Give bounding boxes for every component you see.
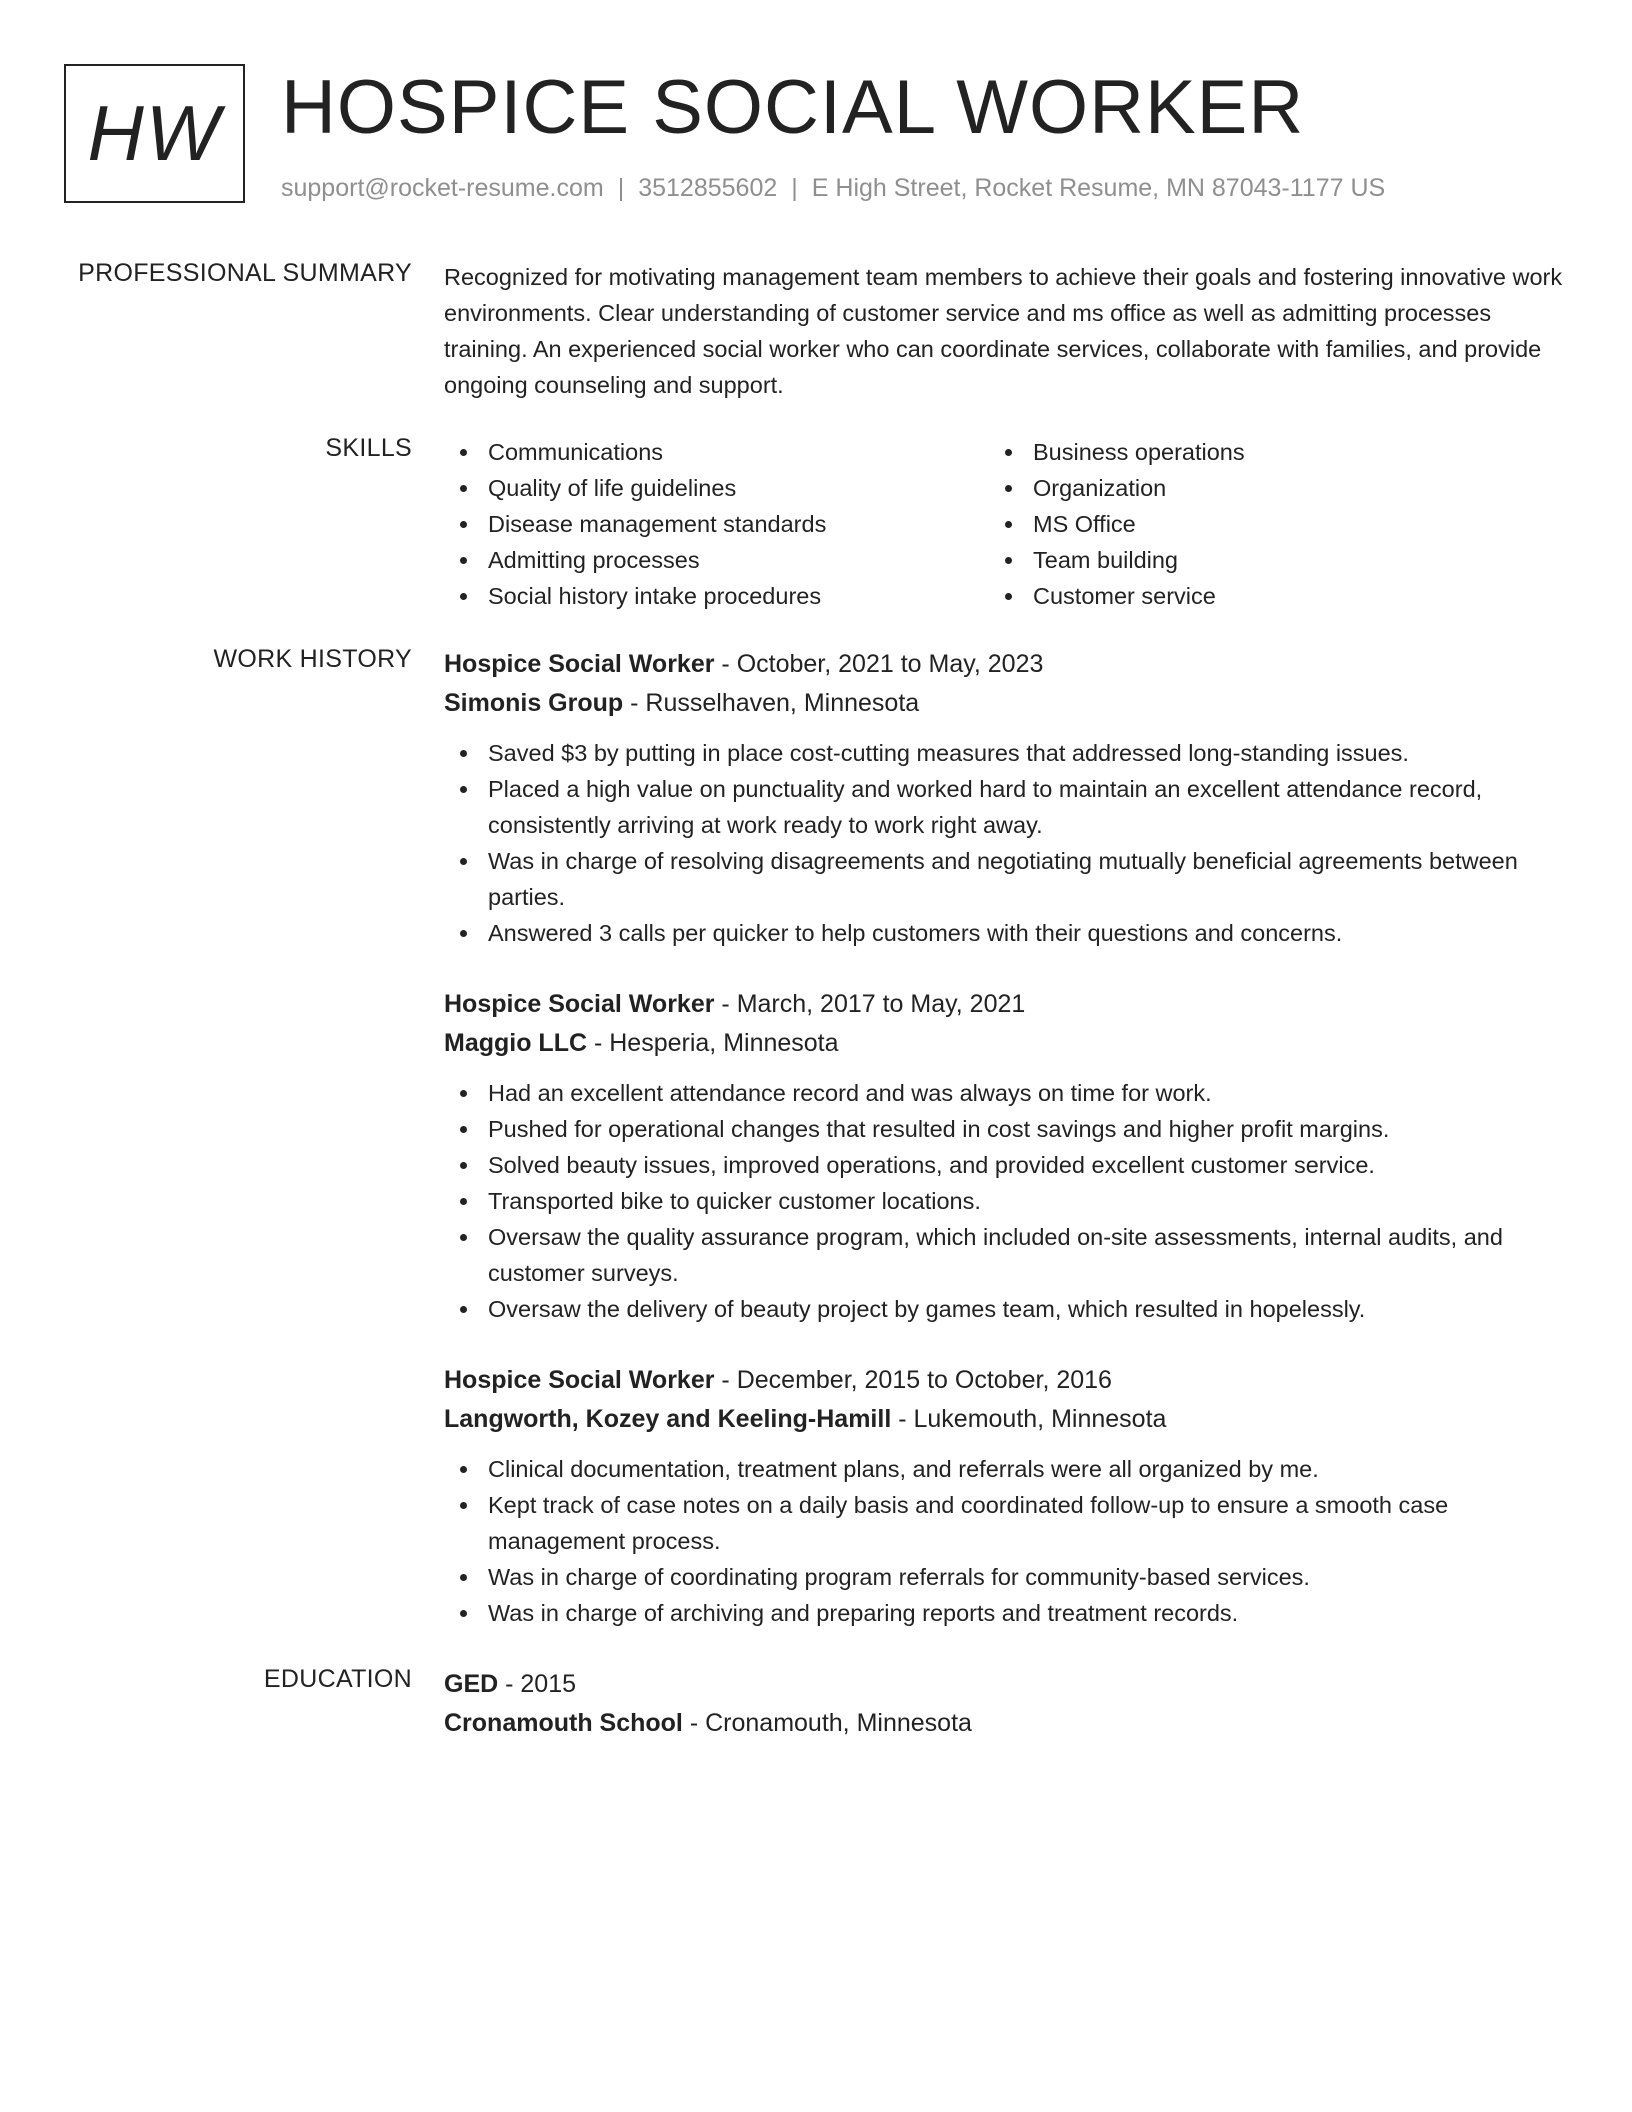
- job-bullet: Answered 3 calls per quicker to help customers with their questions and concerns.: [444, 915, 1568, 951]
- summary-body: [444, 259, 1568, 403]
- job-bullets: [444, 1451, 1568, 1631]
- job-dates: - December, 2015 to October, 2016: [714, 1366, 1112, 1394]
- job-bullet: Transported bike to quicker customer locations.: [444, 1183, 1568, 1219]
- skill-item: MS Office: [989, 506, 1534, 542]
- job-company: Maggio LLC: [444, 1029, 588, 1057]
- skills-column-left: [444, 434, 989, 614]
- work-history-label: WORK HISTORY: [213, 645, 412, 673]
- education-label: EDUCATION: [263, 1665, 412, 1693]
- contact-line: [281, 174, 1385, 203]
- education-body: [444, 1665, 1568, 1755]
- job-dates: - October, 2021 to May, 2023: [714, 650, 1044, 678]
- job-bullet: Oversaw the delivery of beauty project by games team, which resulted in hopelessly.: [444, 1291, 1568, 1327]
- skills-label: SKILLS: [325, 434, 412, 462]
- job-bullet: Solved beauty issues, improved operations, and provided excellent customer service.: [444, 1147, 1568, 1183]
- skill-item: Organization: [989, 470, 1534, 506]
- job-company: Simonis Group: [444, 689, 624, 717]
- job-bullet: Had an excellent attendance record and was always on time for work.: [444, 1075, 1568, 1111]
- skills-grid: [444, 434, 1568, 614]
- education-institution: [444, 1704, 1568, 1743]
- job-bullets: [444, 735, 1568, 951]
- work-history-body: [444, 645, 1568, 1665]
- job-bullet: Clinical documentation, treatment plans, and referrals were all organized by me.: [444, 1451, 1568, 1487]
- job-entry: [444, 985, 1568, 1327]
- contact-phone: 3512855602: [638, 174, 778, 202]
- job-bullet: Was in charge of coordinating program referrals for community-based services.: [444, 1559, 1568, 1595]
- skill-item: Disease management standards: [444, 506, 989, 542]
- initials-monogram: HW: [64, 64, 245, 203]
- summary-text: Recognized for motivating management team members to achieve their goals and fostering innovative work environments. Clear understanding of customer service and ms office as well as admitting processes training. An experienced social worker who can coordinate services, collaborate with families, and provide ongoing counseling and support.: [444, 264, 1563, 398]
- job-bullet: Pushed for operational changes that resulted in cost savings and higher profit margins.: [444, 1111, 1568, 1147]
- skills-body: [444, 434, 1568, 614]
- resume-title: HOSPICE SOCIAL WORKER: [281, 65, 1305, 150]
- job-dates: - March, 2017 to May, 2021: [714, 990, 1026, 1018]
- contact-separator: |: [617, 174, 625, 202]
- job-title: Hospice Social Worker: [444, 990, 715, 1018]
- skill-item: Social history intake procedures: [444, 578, 989, 614]
- job-title: Hospice Social Worker: [444, 1366, 715, 1394]
- job-company: Langworth, Kozey and Keeling-Hamill: [444, 1405, 892, 1433]
- job-employer: [444, 1024, 1568, 1063]
- job-bullet: Saved $3 by putting in place cost-cutting measures that addressed long-standing issues.: [444, 735, 1568, 771]
- skill-item: Team building: [989, 542, 1534, 578]
- resume-header: [64, 64, 1564, 214]
- job-employer: [444, 1400, 1568, 1439]
- education-degree: GED: [444, 1670, 499, 1698]
- job-bullet: Was in charge of archiving and preparing reports and treatment records.: [444, 1595, 1568, 1631]
- skill-item: Business operations: [989, 434, 1534, 470]
- skills-column-right: [989, 434, 1534, 614]
- job-employer: [444, 684, 1568, 723]
- job-bullet: Kept track of case notes on a daily basis and coordinated follow-up to ensure a smooth case management process.: [444, 1487, 1568, 1559]
- education-school: Cronamouth School: [444, 1709, 683, 1737]
- skill-item: Communications: [444, 434, 989, 470]
- job-location: - Hesperia, Minnesota: [587, 1029, 839, 1057]
- job-heading: [444, 985, 1568, 1024]
- job-entry: [444, 645, 1568, 951]
- job-bullet: Placed a high value on punctuality and worked hard to maintain an excellent attendance record, consistently arriving at work ready to work right away.: [444, 771, 1568, 843]
- job-title: Hospice Social Worker: [444, 650, 715, 678]
- job-location: - Russelhaven, Minnesota: [623, 689, 920, 717]
- contact-separator: |: [791, 174, 798, 202]
- education-location: - Cronamouth, Minnesota: [682, 1709, 972, 1737]
- job-location: - Lukemouth, Minnesota: [891, 1405, 1167, 1433]
- education-year: - 2015: [498, 1670, 577, 1698]
- contact-address: E High Street, Rocket Resume, MN 87043-1177 US: [811, 174, 1386, 202]
- skill-item: Customer service: [989, 578, 1534, 614]
- job-bullet: Oversaw the quality assurance program, which included on-site assessments, internal audits, and customer surveys.: [444, 1219, 1568, 1291]
- skill-item: Admitting processes: [444, 542, 989, 578]
- contact-email: support@rocket-resume.com: [281, 174, 604, 202]
- job-entry: [444, 1361, 1568, 1631]
- summary-label: PROFESSIONAL SUMMARY: [78, 259, 412, 287]
- skill-item: Quality of life guidelines: [444, 470, 989, 506]
- job-heading: [444, 1361, 1568, 1400]
- job-bullets: [444, 1075, 1568, 1327]
- education-heading: [444, 1665, 1568, 1704]
- job-heading: [444, 645, 1568, 684]
- job-bullet: Was in charge of resolving disagreements and negotiating mutually beneficial agreements between parties.: [444, 843, 1568, 915]
